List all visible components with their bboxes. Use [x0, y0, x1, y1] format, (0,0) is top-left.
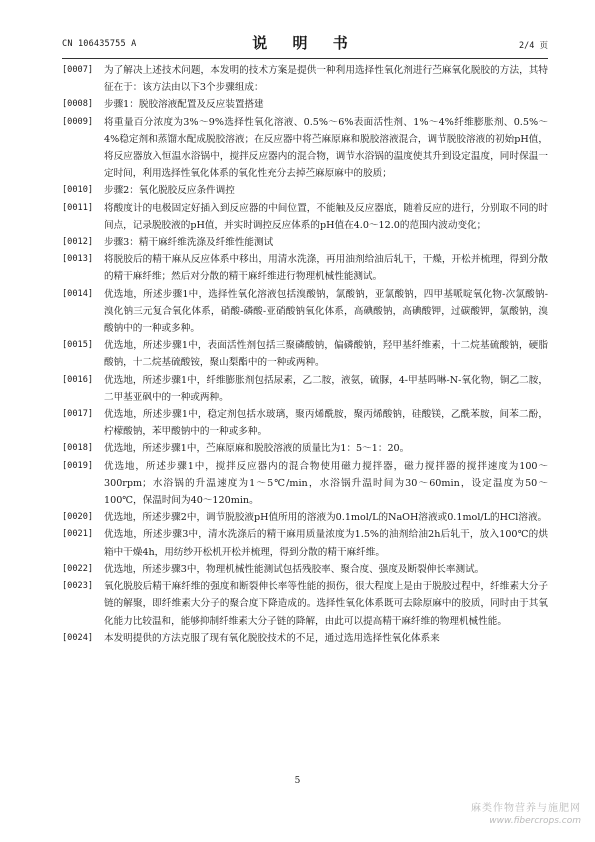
paragraph-number: [0020] — [62, 512, 94, 523]
page-number: 5 — [294, 776, 301, 786]
paragraph-number: [0013] — [62, 254, 94, 265]
paragraph — [62, 182, 548, 199]
paragraph — [62, 200, 548, 234]
paragraph-text: 优选地，所述步骤3中，物理机械性能测试包括残胶率、聚合度、强度及断裂伸长率测试。 — [104, 563, 485, 575]
paragraph — [62, 251, 548, 285]
paragraph-text: 为了解决上述技术问题，本发明的技术方案是提供一种利用选择性氧化剂进行苎麻氧化脱胶的方法，其特征在于：该方法由以下3个步骤组成： — [104, 65, 548, 94]
paragraph-number: [0009] — [62, 116, 94, 127]
paragraph-number: [0014] — [62, 288, 94, 299]
paragraph-text: 将脱胶后的精干麻从反应体系中移出，用清水洗涤，再用油剂给油后轧干，干燥，开松并梳理，得到分散的精干麻纤维；然后对分散的精干麻纤维进行物理机械性能测试。 — [104, 254, 548, 283]
paragraph-text: 将重量百分浓度为3%～9%选择性氧化溶液、0.5%～6%表面活性剂、1%～4%纤维膨胀剂、0.5%～4%稳定剂和蒸馏水配成脱胶溶液；在反应器中将苎麻原麻和脱胶溶液混合，调节脱胶溶液的初始pH值，将反应器放入恒温水浴锅中，搅拌反应器内的混合物，调节水浴锅的温度使其升到设定温度，同时保温一定时间，利用选择性氧化体系的氧化性充分去掉苎麻原麻中的胶质； — [104, 116, 548, 180]
paragraph-number: [0024] — [62, 632, 94, 643]
paragraph — [62, 234, 548, 251]
paragraph-number: [0011] — [62, 202, 94, 213]
paragraph-number: [0022] — [62, 563, 94, 574]
description-body — [62, 62, 548, 647]
paragraph — [62, 578, 548, 630]
paragraph-text: 将酸度计的电极固定好插入到反应器的中间位置，不能触及反应器底，随着反应的进行，分别取不同的时间点，记录脱胶液的pH值，并实时调控反应体系的pH值在4.0～12.0的范围内波动变化； — [104, 202, 548, 231]
paragraph — [62, 286, 548, 338]
paragraph-text: 优选地，所述步骤1中，搅拌反应器内的混合物使用磁力搅拌器，磁力搅拌器的搅拌速度为100～300rpm；水浴锅的升温速度为1～5℃/min，水浴锅升温时间为30～60min，设定温度为50～100℃，保温时间为40～120min。 — [104, 460, 548, 507]
paragraph-text: 优选地，所述步骤1中，苎麻原麻和脱胶溶液的质量比为1：5～1：20。 — [104, 443, 410, 455]
paragraph-number: [0012] — [62, 237, 94, 248]
paragraph-number: [0010] — [62, 185, 94, 196]
paragraph-text: 优选地，所述步骤1中，稳定剂包括水玻璃，聚丙烯酰胺，聚丙烯酸钠，硅酸镁，乙酰苯胺，间苯二酚，柠檬酸钠，苯甲酸钠中的一种或多种。 — [104, 409, 548, 438]
site-watermark — [471, 802, 581, 828]
paragraph-number: [0007] — [62, 65, 94, 75]
paragraph-text: 步骤1：脱胶溶液配置及反应装置搭建 — [104, 99, 264, 111]
paragraph — [62, 561, 548, 578]
page-header — [62, 30, 548, 58]
paragraph — [62, 62, 548, 96]
paragraph — [62, 440, 548, 457]
paragraph-text: 步骤3：精干麻纤维洗涤及纤维性能测试 — [104, 237, 274, 249]
paragraph — [62, 372, 548, 406]
page-indicator: 2/4 页 — [519, 41, 548, 51]
patent-number: CN 106435755 A — [62, 39, 137, 49]
paragraph-number: [0016] — [62, 374, 94, 385]
header-rule — [62, 58, 548, 59]
paragraph-number: [0021] — [62, 529, 94, 540]
watermark-site-name: 麻类作物营养与施肥网 — [471, 803, 581, 814]
paragraph — [62, 406, 548, 440]
paragraph — [62, 630, 548, 647]
paragraph-number: [0008] — [62, 99, 94, 110]
watermark-url: www.fibercrops.com — [489, 816, 581, 826]
paragraph-text: 步骤2：氧化脱胶反应条件调控 — [104, 185, 235, 197]
paragraph-number: [0018] — [62, 443, 94, 454]
document-title: 说 明 书 — [252, 34, 358, 52]
paragraph — [62, 526, 548, 560]
paragraph-text: 优选地，所述步骤1中，选择性氧化溶液包括溴酸钠，氯酸钠，亚氯酸钠，四甲基哌啶氧化物-次氯酸钠-溴化钠三元复合氧化体系，硝酸-磷酸-亚硝酸钠氧化体系，高碘酸钠，高碘酸钾，过碳酸钾，氯酸钠，溴酸钠中的一种或多种。 — [104, 288, 548, 335]
paragraph-text: 本发明提供的方法克服了现有氧化脱胶技术的不足，通过选用选择性氧化体系来 — [104, 632, 440, 644]
paragraph-number: [0023] — [62, 581, 94, 592]
paragraph — [62, 458, 548, 510]
paragraph-text: 优选地，所述步骤2中，调节脱胶液pH值所用的溶液为0.1mol/L的NaOH溶液或0.1mol/L的HCl溶液。 — [104, 512, 548, 524]
paragraph-text: 氧化脱胶后精干麻纤维的强度和断裂伸长率等性能的损伤，很大程度上是由于脱胶过程中，纤维素大分子链的解聚，即纤维素大分子的聚合度下降造成的。选择性氧化体系既可去除原麻中的胶质，同时由于其氧化能力比较温和，能够抑制纤维素大分子链的降解，由此可以提高精干麻纤维的物理机械性能。 — [104, 581, 548, 627]
paragraph-number: [0019] — [62, 460, 94, 471]
paragraph — [62, 114, 548, 183]
paragraph-text: 优选地，所述步骤3中，清水洗涤后的精干麻用质量浓度为1.5%的油剂给油2h后轧干，放入100℃的烘箱中干燥4h，用纺纱开松机开松并梳理，得到分散的精干麻纤维。 — [104, 529, 548, 558]
paragraph — [62, 337, 548, 371]
paragraph-number: [0015] — [62, 340, 94, 351]
paragraph — [62, 96, 548, 113]
paragraph-number: [0017] — [62, 409, 94, 420]
paragraph — [62, 509, 548, 526]
paragraph-text: 优选地，所述步骤1中，纤维膨胀剂包括尿素，乙二胺，液氨，硫脲，4-甲基吗啉-N-氧化物，铜乙二胺，二甲基亚砜中的一种或两种。 — [104, 374, 548, 403]
paragraph-text: 优选地，所述步骤1中，表面活性剂包括三聚磷酸钠，偏磷酸钠，羟甲基纤维素，十二烷基硫酸钠，硬脂酸钠，十二烷基硫酸铵，聚山梨酯中的一种或两种。 — [104, 340, 548, 369]
